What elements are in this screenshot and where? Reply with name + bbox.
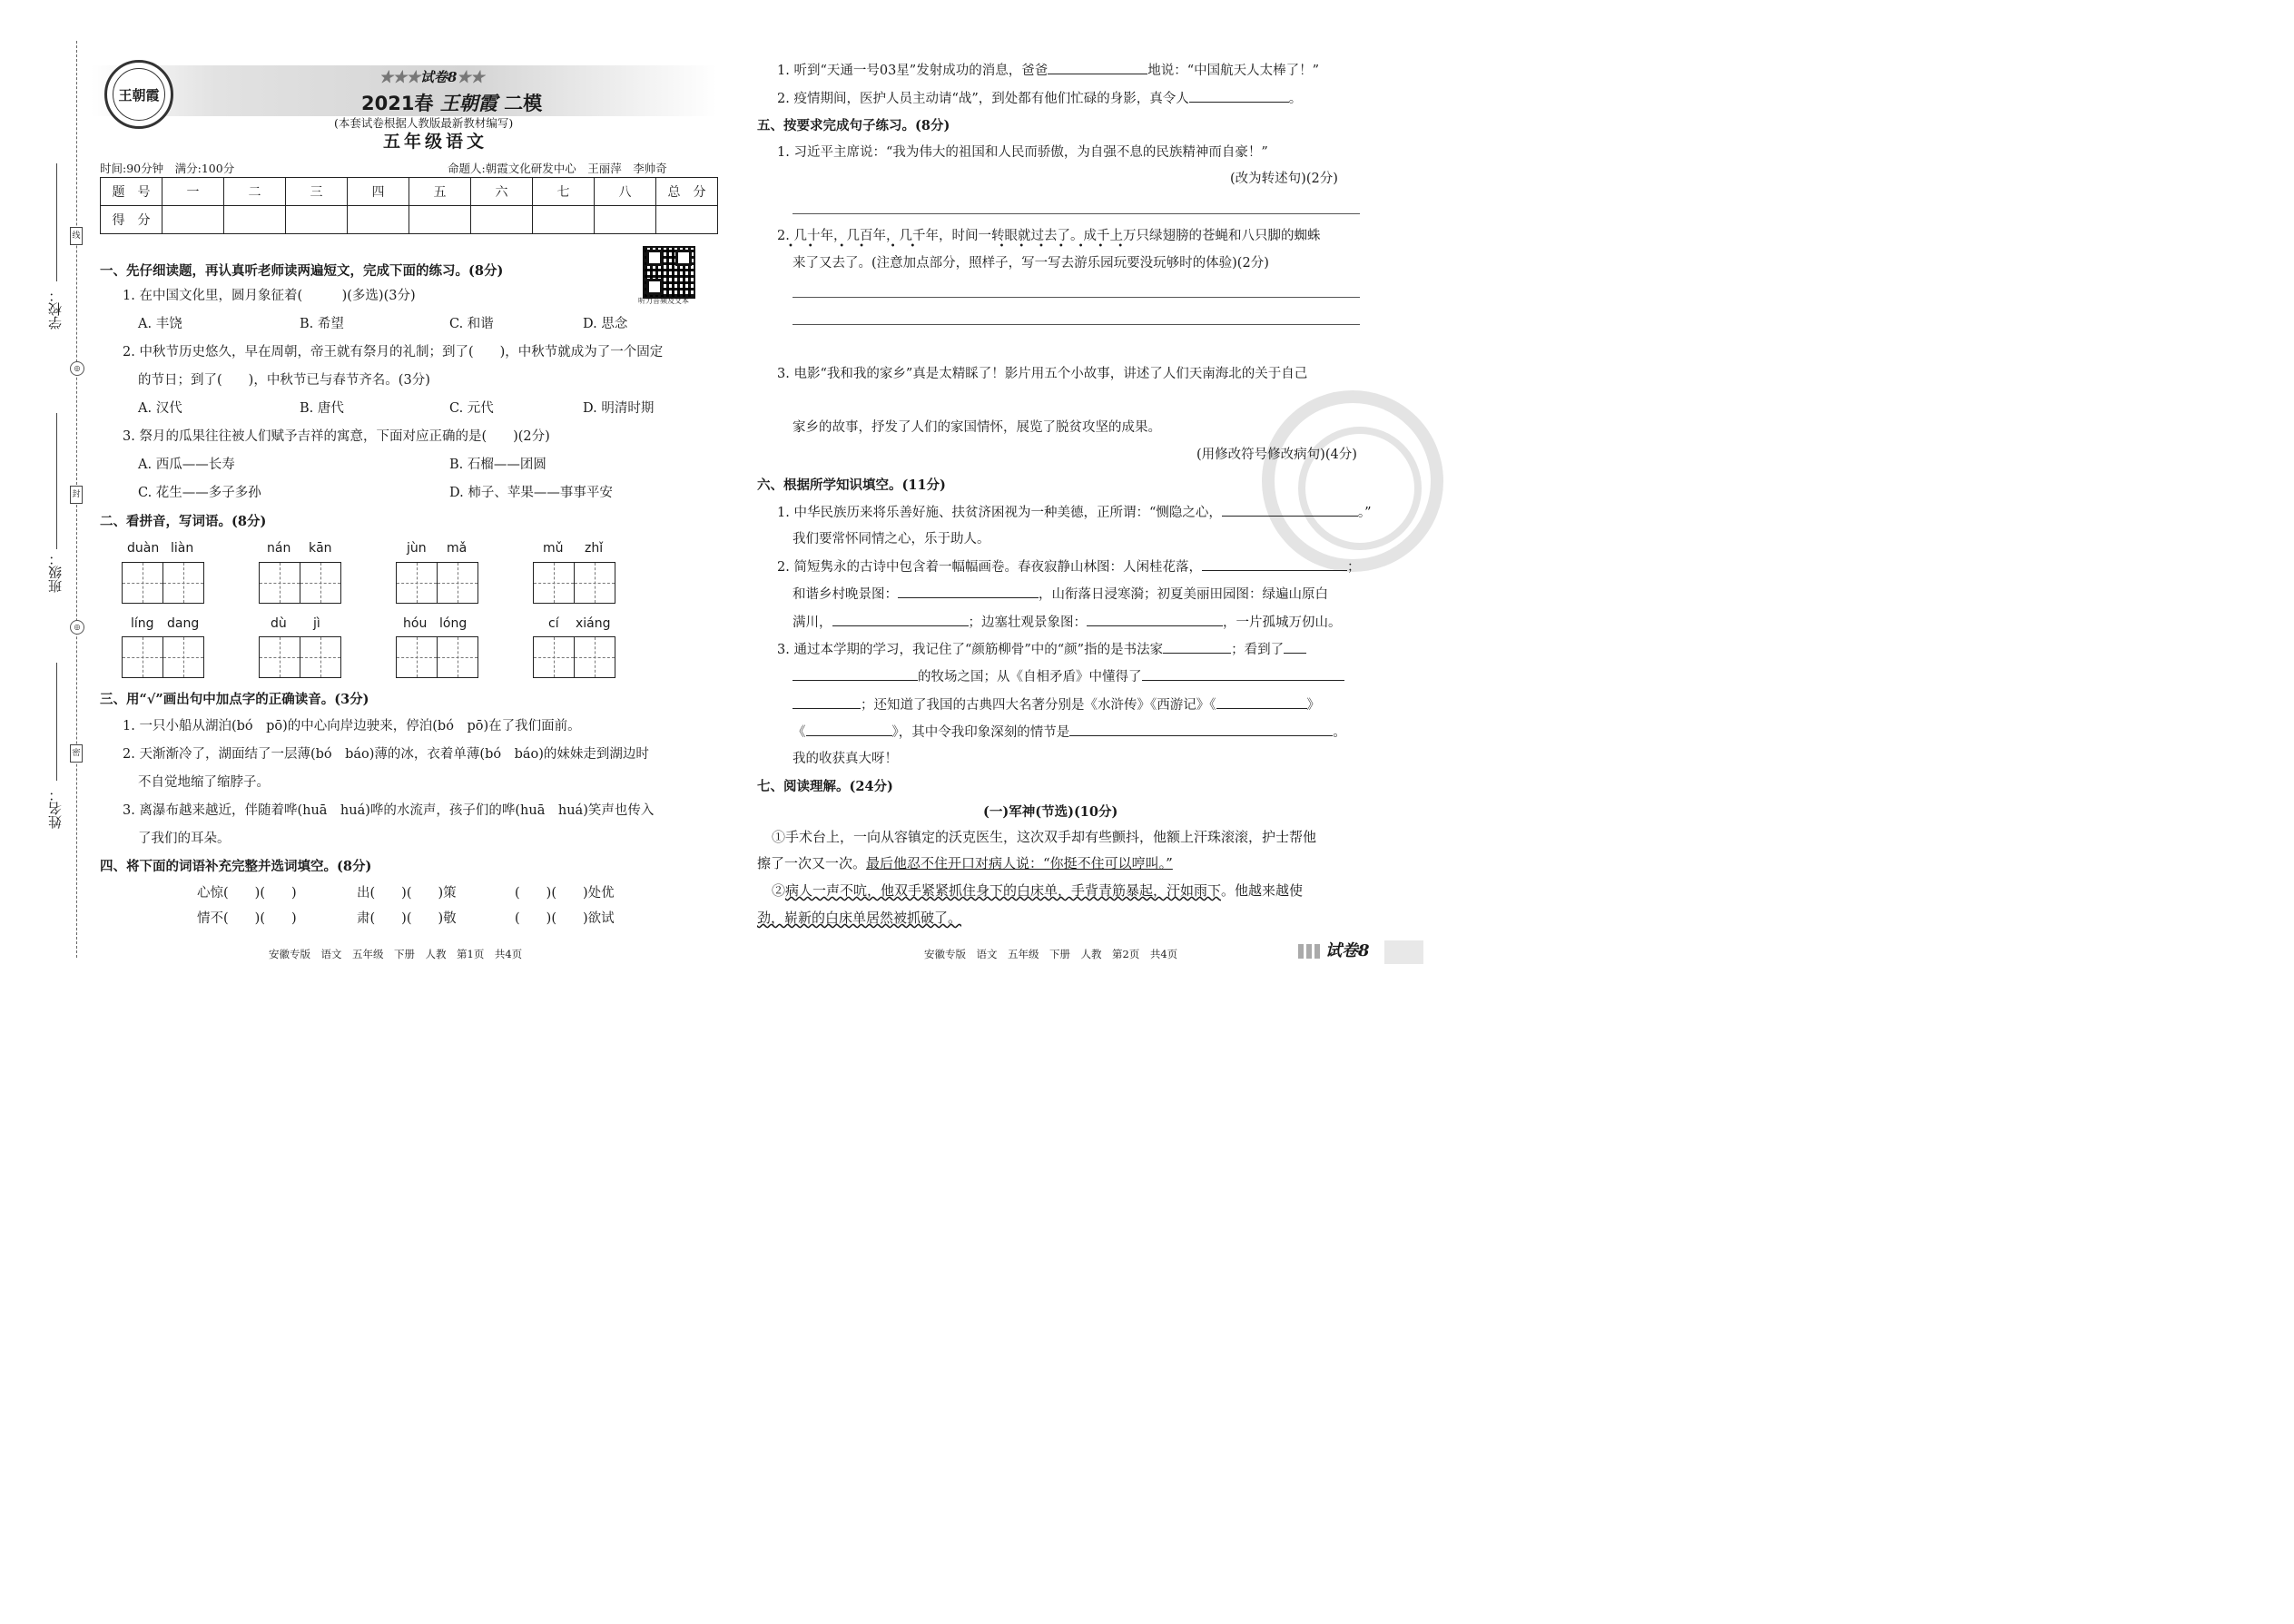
footer-left: 安徽专版 语文 五年级 下册 人教 第1页 共4页 (269, 948, 523, 960)
name-line (56, 663, 57, 781)
logo-text: 王朝霞 (113, 68, 165, 121)
score-header-cell: 三 (286, 178, 348, 206)
score-header-cell: 四 (348, 178, 409, 206)
pinyin: zhǐ (585, 541, 604, 556)
score-cell[interactable] (595, 206, 656, 234)
logo (104, 60, 173, 129)
option[interactable]: B. 希望 (300, 317, 344, 331)
idiom-blank[interactable]: 出( )( )策 (357, 886, 457, 901)
q5-sub3-line2: 家乡的故事，抒发了人们的家国情怀，展览了脱贫攻坚的成果。 (793, 420, 1161, 435)
score-header-cell: 一 (162, 178, 224, 206)
q5-sub2-line1: 2. 几十年，几百年，几千年，时间一转眼就过去了。成千上万只绿翅膀的苍蝇和八只脚的蜘蛛 (777, 229, 1321, 243)
option[interactable]: D. 柿子、苹果——事事平安 (449, 486, 613, 500)
answer-blank[interactable] (1216, 697, 1307, 709)
idiom-blank[interactable]: ( )( )处优 (515, 886, 615, 901)
option[interactable]: A. 西瓜——长寿 (138, 458, 235, 472)
answer-blank[interactable] (806, 724, 892, 736)
answer-blank[interactable] (898, 586, 1039, 598)
answer-blank[interactable] (1142, 669, 1344, 681)
q6-sub3-line1: 3. 通过本学期的学习，我记住了“颜筋柳骨”中的“颜”指的是书法家 ；看到了 (777, 642, 1306, 658)
writing-grid[interactable] (259, 636, 340, 678)
pinyin: jùn (407, 541, 427, 556)
writing-grid[interactable] (122, 636, 202, 678)
score-row (101, 206, 718, 234)
answer-blank[interactable] (1048, 63, 1147, 74)
passage-para2-line1: ②病人一声不吭，他双手紧紧抓住身下的白床单，手背青筋暴起，汗如雨下。他越来越使 (772, 882, 1304, 899)
writing-grid[interactable] (396, 636, 477, 678)
q1-heading: 一、先仔细读题，再认真听老师读两遍短文，完成下面的练习。(8分) (100, 263, 504, 279)
idiom-blank[interactable]: 心惊( )( ) (197, 886, 297, 901)
writing-grid[interactable] (259, 562, 340, 604)
q4-heading: 四、将下面的词语补充完整并选词填空。(8分) (100, 859, 372, 874)
answer-blank[interactable] (1284, 642, 1306, 654)
answer-line[interactable] (793, 324, 1360, 325)
option[interactable]: D. 明清时期 (583, 401, 655, 416)
score-header-cell: 五 (409, 178, 471, 206)
q5-heading: 五、按要求完成句子练习。(8分) (757, 118, 950, 133)
idiom-blank[interactable]: 肃( )( )敬 (357, 911, 457, 926)
pinyin: jì (313, 616, 320, 631)
class-line (56, 413, 57, 549)
q3-sub2-line1: 2. 天渐渐冷了，湖面结了一层薄(bó báo)薄的冰，衣着单薄(bó báo)的妹妹走到湖边时 (123, 747, 649, 762)
score-header-cell: 八 (595, 178, 656, 206)
option[interactable]: A. 丰饶 (138, 317, 182, 331)
pinyin: liàn (171, 541, 194, 556)
q6-sub3-line4: 《 》，其中令我印象深刻的情节是 。 (793, 725, 1346, 740)
q3-sub1: 1. 一只小船从湖泊(bó pō)的中心向岸边驶来，停泊(bó pō)在了我们面前。 (123, 719, 581, 733)
pinyin: hóu (403, 616, 428, 631)
option[interactable]: C. 花生——多子多孙 (138, 486, 261, 500)
option[interactable]: D. 思念 (583, 317, 628, 331)
score-cell[interactable] (348, 206, 409, 234)
passage-para1-line1: ①手术台上，一向从容镇定的沃克医生，这次双手却有些颤抖，他额上汗珠滚滚，护士帮他 (772, 829, 1317, 845)
answer-blank[interactable] (793, 669, 918, 681)
answer-blank[interactable] (1189, 91, 1289, 103)
qr-caption: 听力音频及文本 (638, 297, 689, 305)
option[interactable]: A. 汉代 (138, 401, 182, 416)
score-cell[interactable] (286, 206, 348, 234)
q1-sub3: 3. 祭月的瓜果往往被人们赋予吉祥的寓意，下面对应正确的是( )(2分) (123, 429, 550, 444)
pinyin: kān (309, 541, 332, 556)
writing-grid[interactable] (122, 562, 202, 604)
footer-tag: 试卷8 (1325, 941, 1370, 960)
pinyin: duàn (127, 541, 160, 556)
score-header-cell: 总 分 (656, 178, 718, 206)
idiom-blank[interactable]: 情不( )( ) (197, 911, 297, 926)
emphasis-dots: • • • • • • • • • • • • • (788, 241, 1124, 251)
q6-sub3-line3: ；还知道了我国的古典四大名著分别是《水浒传》《西游记》《 》 (793, 697, 1320, 714)
q6-sub2-line3: 满川， ；边塞壮观景象图： ，一片孤城万仞山。 (793, 615, 1342, 630)
fill-line-2: 2. 疫情期间，医护人员主动请“战”，到处都有他们忙碌的身影，真令人 。 (777, 92, 1303, 106)
answer-blank[interactable] (793, 697, 861, 709)
q1-sub2-line2: 的节日；到了( )，中秋节已与春节齐名。(3分) (138, 373, 430, 388)
q6-heading: 六、根据所学知识填空。(11分) (757, 477, 946, 493)
answer-blank[interactable] (1087, 615, 1223, 626)
subject-title: 五年级语文 (383, 132, 488, 152)
exam-time: 时间:90分钟 满分:100分 (100, 162, 235, 175)
q3-sub2-line2: 不自觉地缩了缩脖子。 (138, 775, 270, 790)
watermark-seal (1262, 390, 1443, 572)
score-header-cell: 二 (224, 178, 286, 206)
idiom-blank[interactable]: ( )( )欲试 (515, 911, 615, 926)
option[interactable]: C. 元代 (449, 401, 494, 416)
score-cell[interactable] (409, 206, 471, 234)
q6-sub3-line5: 我的收获真大呀！ (793, 752, 898, 766)
score-row-label: 得 分 (101, 206, 162, 234)
q1-sub1: 1. 在中国文化里，圆月象征着( )(多选)(3分) (123, 289, 416, 303)
circle-mark: ◎ (70, 620, 84, 635)
class-label: 班级： (47, 552, 64, 593)
q3-sub3-line2: 了我们的耳朵。 (138, 832, 231, 846)
school-line (56, 163, 57, 281)
writing-grid[interactable] (396, 562, 477, 604)
pinyin: líng (131, 616, 154, 631)
seal-line-mark: 线 (70, 227, 83, 245)
seal-seal-mark: 封 (70, 486, 83, 504)
q5-sub1-requirement: (改为转述句)(2分) (1230, 172, 1338, 186)
q1-sub2-line1: 2. 中秋节历史悠久，早在周朝，帝王就有祭月的礼制；到了( )，中秋节就成为了一个固定 (123, 345, 664, 359)
pinyin: mǔ (543, 541, 564, 556)
score-cell[interactable] (656, 206, 718, 234)
writing-grid[interactable] (533, 562, 614, 604)
school-label: 学校： (47, 289, 64, 330)
q5-sub2-line2: 来了又去了。(注意加点部分，照样子，写一写去游乐园玩要没玩够时的体验)(2分) (793, 256, 1269, 271)
q5-sub3-line1: 3. 电影“我和我的家乡”真是太精睬了！影片用五个小故事，讲述了人们天南海北的关于自己 (777, 367, 1308, 381)
answer-blank[interactable] (832, 615, 969, 626)
score-cell[interactable] (224, 206, 286, 234)
option[interactable]: B. 石榴——团圆 (449, 458, 546, 472)
option[interactable]: B. 唐代 (300, 401, 344, 416)
score-header-cell: 七 (533, 178, 595, 206)
answer-blank[interactable] (1222, 505, 1358, 517)
score-cell[interactable] (533, 206, 595, 234)
answer-blank[interactable] (1163, 642, 1231, 654)
exam-title: 2021春 王朝霞 二模 (361, 92, 543, 114)
q3-sub3-line1: 3. 离瀑布越来越近，伴随着哗(huā huá)哗的水流声，孩子们的哗(huā huá)笑声也传入 (123, 803, 655, 818)
score-header-cell: 题 号 (101, 178, 162, 206)
circle-mark: ◎ (70, 361, 84, 376)
answer-blank[interactable] (1069, 724, 1333, 736)
q5-sub3-requirement: (用修改符号修改病句)(4分) (1196, 448, 1357, 462)
answer-line[interactable] (793, 213, 1360, 214)
q6-sub3-line2: 的牧场之国；从《自相矛盾》中懂得了 (793, 669, 1344, 685)
q6-sub2-line2: 和谐乡村晚景图： ，山衔落日浸寒漪；初夏美丽田园图：绿遍山原白 (793, 587, 1328, 602)
footer-right: 安徽专版 语文 五年级 下册 人教 第2页 共4页 (924, 948, 1178, 960)
qr-code[interactable] (643, 246, 695, 299)
pinyin: nán (267, 541, 291, 556)
q5-sub1: 1. 习近平主席说：“我为伟大的祖国和人民而骄傲，为自强不息的民族精神而自豪！” (777, 145, 1268, 160)
exam-authors: 命题人:朝霞文化研发中心 王丽萍 李帅奇 (448, 162, 667, 175)
q6-sub2-line1: 2. 简短隽永的古诗中包含着一幅幅画卷。春夜寂静山林图：人闲桂花落， ； (777, 560, 1361, 575)
score-header-row (101, 178, 718, 206)
score-header-cell: 六 (471, 178, 533, 206)
answer-line[interactable] (793, 297, 1360, 298)
name-label: 姓名： (47, 788, 64, 829)
writing-grid[interactable] (533, 636, 614, 678)
series-label: ★★★试卷8★★ (379, 69, 485, 85)
passage-para2-line2: 劲，崭新的白床单居然被抓破了。 (757, 910, 962, 926)
pinyin: mǎ (447, 541, 468, 556)
pinyin: xiáng (576, 616, 611, 631)
passage-para1-line2: 擦了一次又一次。最后他忍不住开口对病人说：“你挺不住可以哼叫。” (757, 855, 1173, 871)
q2-heading: 二、看拼音，写词语。(8分) (100, 514, 267, 529)
footer-decoration (1298, 944, 1320, 959)
q6-sub1-line1: 1. 中华民族历来将乐善好施、扶贫济困视为一种美德，正所谓：“恻隐之心， 。” (777, 506, 1372, 520)
fill-line-1: 1. 听到“天通一号03星”发射成功的消息，爸爸 地说：“中国航天人太棒了！” (777, 64, 1320, 78)
score-cell[interactable] (162, 206, 224, 234)
score-table (100, 177, 718, 234)
seal-secret-mark: 密 (70, 744, 83, 763)
exam-subtitle: (本套试卷根据人教版最新教材编写) (334, 116, 514, 130)
q3-heading: 三、用“√”画出句中加点字的正确读音。(3分) (100, 692, 369, 707)
q6-sub1-line2: 我们要常怀同情之心，乐于助人。 (793, 532, 990, 546)
pinyin: lóng (439, 616, 468, 631)
pinyin: cí (548, 616, 559, 631)
pinyin: dang (167, 616, 200, 631)
footer-tab (1384, 940, 1423, 964)
q7-heading: 七、阅读理解。(24分) (757, 779, 893, 794)
option[interactable]: C. 和谐 (449, 317, 494, 331)
reading-title: (一)军神(节选)(10分) (983, 804, 1118, 820)
answer-blank[interactable] (1202, 559, 1347, 571)
pinyin: dù (271, 616, 287, 631)
score-cell[interactable] (471, 206, 533, 234)
